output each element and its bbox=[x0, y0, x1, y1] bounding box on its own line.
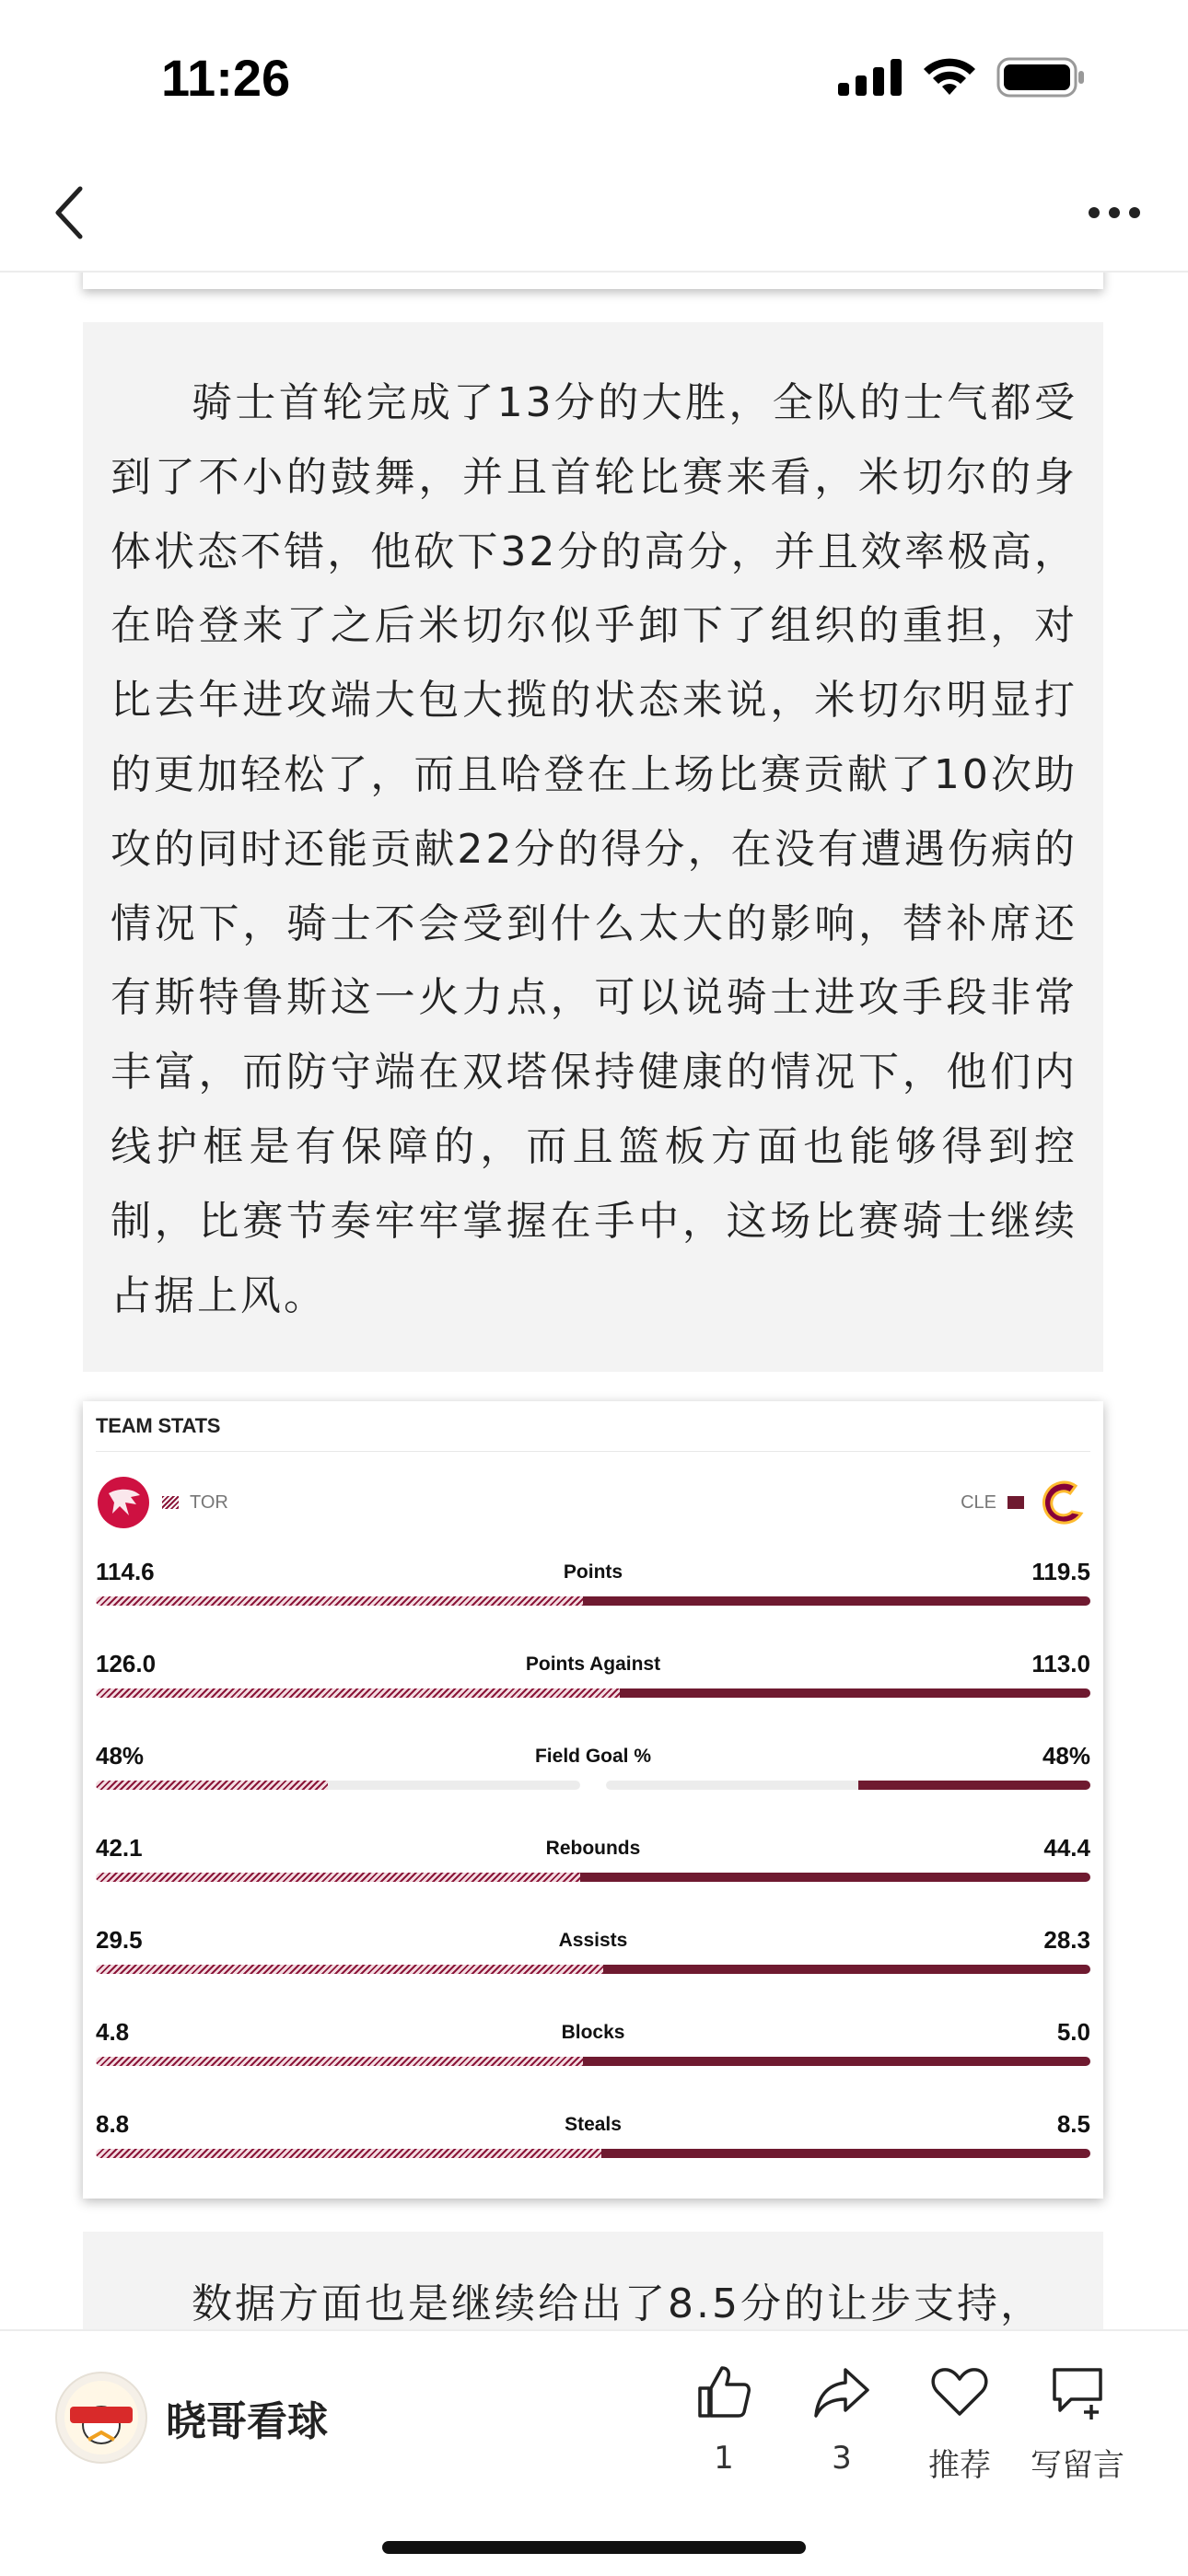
raptors-logo-icon bbox=[96, 1475, 151, 1530]
stat-label: Points Against bbox=[525, 1654, 661, 1675]
stat-row bbox=[96, 1742, 1090, 1825]
stat-bar-left bbox=[96, 1873, 580, 1882]
stat-bar bbox=[96, 1596, 1090, 1606]
thumbs-up-icon bbox=[694, 2362, 753, 2421]
tor-swatch bbox=[162, 1496, 179, 1509]
cle-swatch bbox=[1007, 1496, 1024, 1509]
stat-bar-right bbox=[580, 1873, 1090, 1882]
stat-bar-right bbox=[603, 1965, 1090, 1974]
article-content[interactable] bbox=[0, 273, 1188, 2331]
stat-bar bbox=[96, 1873, 1090, 1882]
stat-bar bbox=[96, 2057, 1090, 2066]
stat-bar-left bbox=[96, 1781, 328, 1790]
quote-text: 骑士首轮完成了13分的大胜，全队的士气都受到了不小的鼓舞，并且首轮比赛来看，米切尔的身体状态不错，他砍下32分的高分，并且效率极高，在哈登来了之后米切尔似乎卸下了组织的重担，对比去年进攻端大包大揽的状态来说，米切尔明显打的更加轻松了，而且哈登在上场比赛贡献了10次助攻的同时还能贡献22分的得分，在没有遭遇伤病的情况下，骑士不会受到什么太大的影响，替补席还有斯特鲁斯这一火力点，可以说骑士进攻手段非常丰富，而防守端在双塔保持健康的情况下，他们内线护框是有保障的，而且篮板方面也能够得到控制，比赛节奏牢牢掌握在手中，这场比赛骑士继续占据上风。 bbox=[111, 379, 1077, 1319]
more-options-button[interactable] bbox=[1077, 180, 1151, 245]
stat-bar bbox=[96, 1688, 1090, 1698]
stat-right-value: 119.5 bbox=[1031, 1558, 1090, 1585]
stat-bar-left bbox=[96, 1965, 603, 1974]
previous-image-card bbox=[83, 273, 1103, 289]
avatar-image-icon bbox=[57, 2373, 146, 2462]
author-avatar[interactable] bbox=[55, 2372, 147, 2464]
stat-label: Rebounds bbox=[545, 1838, 641, 1859]
stat-label: Steals bbox=[565, 2114, 622, 2135]
comment-add-icon bbox=[1047, 2362, 1108, 2421]
stat-label: Field Goal % bbox=[534, 1746, 652, 1767]
battery-icon bbox=[996, 57, 1085, 98]
stat-label: Points bbox=[563, 1561, 623, 1583]
heart-icon bbox=[930, 2362, 989, 2421]
comment-label: 写留言 bbox=[1031, 2447, 1124, 2484]
recommend-button[interactable] bbox=[904, 2359, 1015, 2485]
quote-block bbox=[83, 322, 1103, 1372]
stat-right-value: 44.4 bbox=[1043, 1834, 1090, 1862]
share-button[interactable] bbox=[786, 2359, 897, 2477]
back-button[interactable] bbox=[37, 180, 101, 245]
like-count: 1 bbox=[714, 2440, 734, 2477]
stat-left-value: 8.8 bbox=[96, 2110, 130, 2138]
stat-bar-right bbox=[601, 2149, 1090, 2158]
stat-left-value: 126.0 bbox=[96, 1650, 157, 1677]
stat-row bbox=[96, 1926, 1090, 2009]
stat-bar bbox=[96, 1965, 1090, 1974]
stat-bar-right bbox=[620, 1688, 1090, 1698]
home-indicator[interactable] bbox=[382, 2541, 806, 2554]
cavaliers-logo-icon bbox=[1035, 1475, 1090, 1530]
team-right-abbr: CLE bbox=[961, 1491, 996, 1513]
stat-left-value: 114.6 bbox=[96, 1558, 155, 1585]
stat-left-value: 48% bbox=[96, 1742, 145, 1770]
stat-label: Assists bbox=[558, 1930, 628, 1951]
stat-right-value: 28.3 bbox=[1043, 1926, 1090, 1954]
stat-row bbox=[96, 1650, 1090, 1733]
cellular-signal-icon bbox=[838, 59, 903, 96]
stat-right-value: 8.5 bbox=[1056, 2110, 1090, 2138]
nav-bar bbox=[0, 157, 1188, 273]
status-icons bbox=[838, 57, 1085, 98]
stat-bar-right bbox=[583, 2057, 1090, 2066]
stat-left-value: 42.1 bbox=[96, 1834, 143, 1862]
stat-right-value: 48% bbox=[1042, 1742, 1090, 1770]
team-right bbox=[961, 1475, 1090, 1530]
team-stats-image[interactable] bbox=[83, 1401, 1103, 2199]
bottom-action-bar bbox=[0, 2329, 1188, 2576]
share-arrow-icon bbox=[812, 2362, 871, 2421]
stat-bar-left bbox=[96, 2149, 601, 2158]
next-paragraph-text: 数据方面也是继续给出了8.5分的让步支持， bbox=[192, 2280, 1043, 2327]
more-dots-icon bbox=[1087, 205, 1142, 220]
stat-row bbox=[96, 2110, 1090, 2193]
status-bar bbox=[0, 0, 1188, 157]
stat-bar-left bbox=[96, 1596, 583, 1606]
stat-bar bbox=[96, 2149, 1090, 2158]
comment-button[interactable] bbox=[1022, 2359, 1133, 2485]
chevron-left-icon bbox=[51, 185, 87, 240]
team-left bbox=[96, 1475, 228, 1530]
status-time: 11:26 bbox=[161, 49, 291, 107]
stat-bar-left bbox=[96, 2057, 583, 2066]
stat-right-value: 113.0 bbox=[1031, 1650, 1090, 1677]
stat-row bbox=[96, 2018, 1090, 2101]
stat-row bbox=[96, 1558, 1090, 1641]
team-left-abbr: TOR bbox=[190, 1491, 228, 1513]
next-paragraph-block bbox=[83, 2232, 1103, 2331]
stats-title: TEAM STATS bbox=[96, 1414, 221, 1437]
recommend-label: 推荐 bbox=[928, 2447, 991, 2484]
stat-left-value: 29.5 bbox=[96, 1926, 143, 1954]
stat-left-value: 4.8 bbox=[96, 2018, 130, 2046]
stat-row bbox=[96, 1834, 1090, 1917]
wifi-icon bbox=[923, 58, 976, 97]
stat-bar-right bbox=[858, 1781, 1090, 1790]
stat-bar-left bbox=[96, 1688, 620, 1698]
stat-bar bbox=[96, 1781, 1090, 1790]
like-button[interactable] bbox=[669, 2359, 779, 2477]
stat-label: Blocks bbox=[561, 2022, 625, 2043]
share-count: 3 bbox=[832, 2440, 852, 2477]
stat-bar-right bbox=[583, 1596, 1090, 1606]
stats-divider bbox=[96, 1451, 1090, 1452]
author-name[interactable]: 晓哥看球 bbox=[166, 2398, 328, 2445]
stat-right-value: 5.0 bbox=[1056, 2018, 1090, 2046]
